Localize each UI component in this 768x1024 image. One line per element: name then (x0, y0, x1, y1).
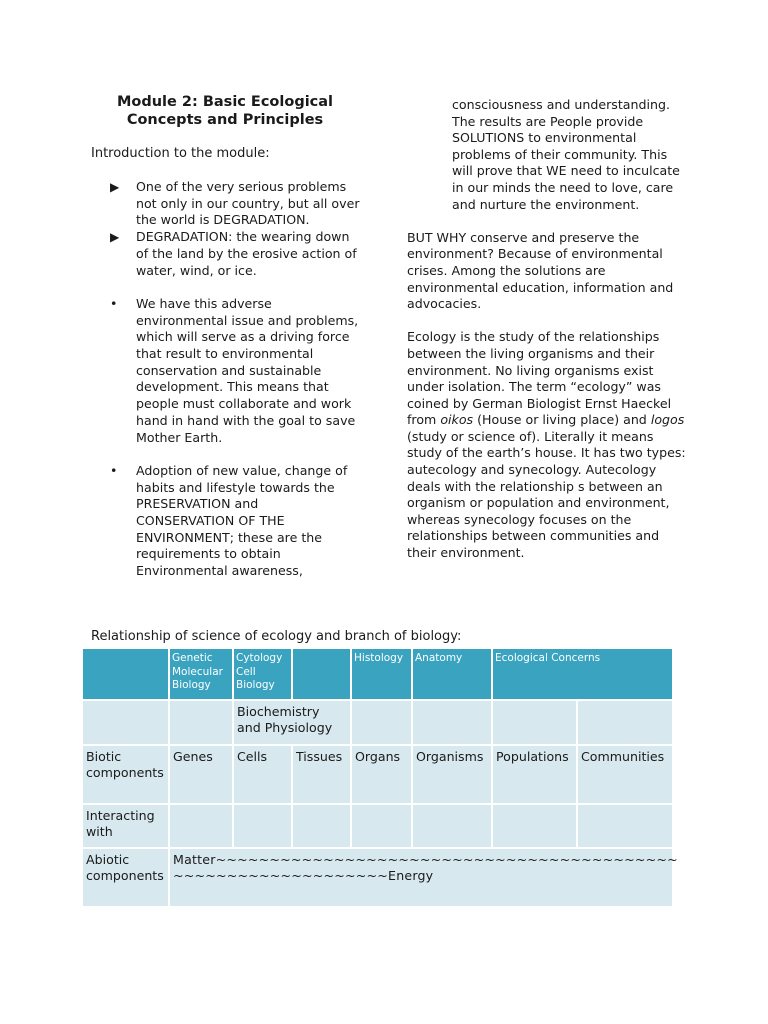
oikos-term: oikos (440, 412, 474, 428)
intro-text: Introduction to the module: (91, 146, 270, 161)
ecology-text-3: (study or science of). Literally it means study of the earth’s house. It has two types: autecology and synecology. Autecology deals with the relationship s between an organism or population and environment, whereas synecology focuses on the relationships between communities and their environment. (407, 428, 686, 561)
continuation-paragraph: consciousness and understanding. The results are People provide SOLUTIONS to environmental problems of their community. This will prove that WE need to inculcate in our minds the need to love, care and nurture the environment. (452, 97, 680, 212)
matter-energy-cell (169, 848, 678, 907)
module-title (95, 93, 355, 129)
list-item-text: We have this adverse environmental issue and problems, which will serve as a driving force that result to environmental conservation and sustainable development. This means that people must collaborate and work hand in hand with the goal to save Mother Earth. (136, 295, 359, 445)
table-row (82, 700, 673, 745)
table-cell: Interacting with (82, 804, 169, 848)
table-cell: Biotic components (82, 745, 169, 804)
table-row (82, 804, 673, 848)
table-cell: Organisms (412, 745, 492, 804)
logos-term: logos (650, 412, 685, 428)
matter-line: Matter~~~~~~~~~~~~~~~~~~~~~~~~~~~~~~~~~~~~~~~~~~~ (173, 852, 678, 867)
table-cell (292, 804, 351, 848)
energy-line: ~~~~~~~~~~~~~~~~~~~~Energy (173, 868, 434, 884)
list-item (110, 179, 360, 229)
table-cell: Populations (492, 745, 577, 804)
title-line-1: Module 2: Basic Ecological (116, 94, 334, 110)
table-cell (82, 700, 169, 745)
list-item-text: One of the very serious problems not only in our country, but all over the world is DEGRADATION. (136, 179, 360, 228)
table-cell: Organs (351, 745, 412, 804)
table-row (82, 745, 673, 804)
list-item (110, 296, 360, 446)
table-cell: Cells (233, 745, 292, 804)
table-cell: Biochemistry and Physiology (233, 700, 351, 745)
table-cell (351, 700, 412, 745)
dot-bullet-icon: • (110, 462, 118, 478)
table-cell (412, 700, 492, 745)
table-cell (577, 804, 673, 848)
ecology-text-2: (House or living place) and (477, 412, 647, 428)
table-row (82, 848, 673, 907)
dot-bullet-icon: • (110, 295, 118, 311)
ecology-biology-table (81, 647, 678, 908)
ecology-text-1: Ecology is the study of the relationships between the living organisms and their environment. No living organisms exist under isolation. The term “ecology” was coined by German Biologist Ernst Haeckel from (407, 329, 672, 428)
left-bullet-list (110, 179, 360, 580)
table-cell: Genes (169, 745, 233, 804)
table-cell (169, 804, 233, 848)
table-cell (169, 700, 233, 745)
title-line-2: Concepts and Principles (126, 112, 324, 128)
arrow-bullet-icon: ▶ (110, 180, 120, 194)
list-item (110, 463, 360, 580)
header-cell (292, 648, 351, 700)
header-cell: Genetic Molecular Biology (169, 648, 233, 700)
table-cell: Tissues (292, 745, 351, 804)
list-item-text: Adoption of new value, change of habits and lifestyle towards the PRESERVATION and CONSERVATION OF THE ENVIRONMENT; these are the requirements to obtain Environmental awareness, (136, 462, 348, 579)
list-item-text: DEGRADATION: the wearing down of the land by the erosive action of water, wind, or ice. (136, 229, 357, 278)
table-header-row (82, 648, 673, 700)
header-cell: Cytology Cell Biology (233, 648, 292, 700)
right-column (407, 97, 687, 562)
header-cell: Ecological Concerns (492, 648, 673, 700)
list-item (110, 229, 360, 279)
table-cell (492, 700, 577, 745)
why-paragraph: BUT WHY conserve and preserve the environment? Because of environmental crises. Among the solutions are environmental education, information and advocacies. (407, 229, 674, 312)
arrow-bullet-icon: ▶ (110, 230, 120, 245)
header-cell: Anatomy (412, 648, 492, 700)
table-cell (412, 804, 492, 848)
header-cell (82, 648, 169, 700)
table-cell (492, 804, 577, 848)
header-cell: Histology (351, 648, 412, 700)
table-caption: Relationship of science of ecology and branch of biology: (91, 629, 462, 644)
table-cell (577, 700, 673, 745)
table-cell: Communities (577, 745, 673, 804)
table-cell (351, 804, 412, 848)
table-cell: Abiotic components (82, 848, 169, 907)
table-cell (233, 804, 292, 848)
ecology-paragraph (407, 329, 687, 561)
